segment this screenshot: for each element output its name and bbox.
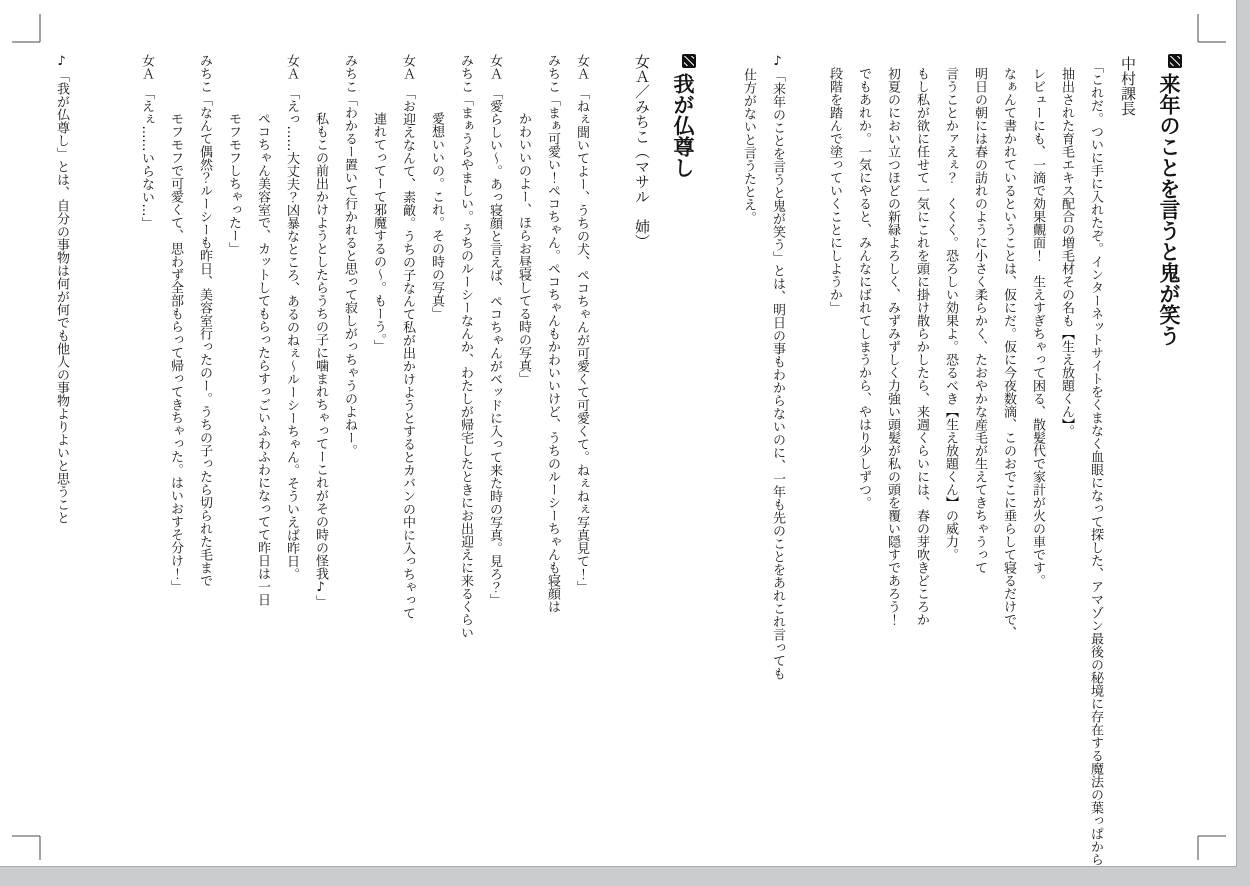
column-text: 段階を踏んで塗っていくことにしようか」 bbox=[827, 67, 842, 314]
blank-column bbox=[792, 52, 820, 854]
column-text: 明日の朝には春の訪れのように小さく柔らかく、たおやかな産毛が生えてきちゃうって bbox=[972, 67, 987, 574]
column-text: ♪「来年のことを言うと鬼が笑う」とは、明日の事もわからないのに、一年も先のことをあれこれ言っても bbox=[770, 54, 785, 680]
script-line bbox=[1081, 52, 1110, 866]
dialogue-line bbox=[393, 52, 422, 854]
blank-column bbox=[104, 52, 132, 854]
column-text: かわいいのよー、ほらお昼寝してる時の写真」 bbox=[516, 112, 531, 385]
blank-column bbox=[596, 52, 624, 854]
script-line bbox=[820, 52, 849, 854]
blank-column bbox=[706, 52, 734, 854]
dialogue-line bbox=[277, 52, 306, 854]
column-text: 仕方がないと言うたとえ。 bbox=[741, 68, 756, 224]
dialogue-line bbox=[335, 52, 364, 854]
section-ornament-icon bbox=[682, 54, 696, 68]
section-ornament-icon bbox=[1168, 54, 1182, 68]
column-text: みちこ「わかるー置いて行かれると思って寂しがっちゃうのよねー。 bbox=[342, 54, 357, 457]
column-text: みちこ「まぁ可愛い！ペコちゃん。ペコちゃんもかわいいけど、うちのルーシーちゃんも寝顔は bbox=[545, 54, 560, 613]
column-text: 女Ａ 「えぇ……いらない…」 bbox=[139, 54, 154, 230]
column-text: ペコちゃん美容室で、カットしてもらったらすっごいふわふわになってて昨日は一日 bbox=[255, 112, 270, 606]
dialogue-line bbox=[451, 52, 480, 854]
column-text: レビューにも、一滴で効果覿面！ 生えすぎちゃって困る、散髪代で家計が火の車です。 bbox=[1030, 67, 1045, 587]
dialogue-line bbox=[538, 52, 567, 854]
section-title bbox=[660, 52, 706, 854]
column-text: 女Ａ 「愛らしい～。あっ寝顔と言えば、ペコちゃんがベッドに入って来た時の写真。見ろ？」 bbox=[487, 54, 502, 607]
column-text: ♪「我が仏尊し」とは、自分の事物は何が何でも他人の事物よりよいと思うこと bbox=[54, 54, 69, 524]
column-text: モフモフしちゃったー」 bbox=[226, 112, 241, 255]
blank-column bbox=[76, 52, 104, 854]
script-line bbox=[878, 52, 907, 854]
cast-list bbox=[624, 52, 660, 854]
script-line bbox=[1023, 52, 1052, 854]
column-text: 私もこの前出かけようとしたらうちの子に噛まれちゃってーこれがその時の怪我♪」 bbox=[313, 112, 328, 608]
script-line bbox=[965, 52, 994, 854]
column-text: みちこ「なんて偶然？ルーシーも昨日、美容室行ったのー。うちの子ったら切られた毛まで bbox=[197, 54, 212, 587]
column-text: もし私が欲に任せて一気にこれを頭に掛け散らかしたら、来週くらいには、春の芽吹きどころか bbox=[914, 67, 929, 626]
column-text: 女Ａ 「えっ……大丈夫？凶暴なところ、あるのねぇ～ルーシーちゃん。そういえば昨日。 bbox=[284, 54, 299, 581]
dialogue-line bbox=[132, 52, 161, 854]
proverb-note-line bbox=[763, 52, 792, 854]
dialogue-line-continuation bbox=[161, 52, 190, 854]
column-text: 女Ａ 「お迎えなんて、素敵。うちの子なんて私が出かけようとするとカバンの中に入っちゃって bbox=[400, 54, 415, 620]
proverb-note-line bbox=[734, 52, 763, 854]
script-line bbox=[849, 52, 878, 854]
dialogue-line-continuation bbox=[306, 52, 335, 854]
dialogue-line bbox=[190, 52, 219, 854]
dialogue-line-continuation bbox=[509, 52, 538, 854]
dialogue-line-continuation bbox=[364, 52, 393, 854]
section-title bbox=[1146, 52, 1192, 854]
column-text: 初夏のにおい立つほどの新緑よろしく、みずみずしく力強い頭髪が私の頭を覆い隠すであろう！ bbox=[885, 67, 900, 626]
column-text: モフモフで可愛くて、思わず全部もらって帰ってきちゃった。はいおすそ分け！」 bbox=[168, 112, 183, 593]
dialogue-line bbox=[480, 52, 509, 854]
column-text: みちこ「まぁうらやましい。うちのルーシーなんか、わたしが帰宅したときにお出迎えに来るくらい bbox=[458, 54, 473, 639]
column-text: なぁんて書かれているということは、仮にだ。仮に今夜数滴、このおでこに垂らして寝るだけで、 bbox=[1001, 67, 1016, 639]
column-text: 女Ａ／みちこ（マサル 姉） bbox=[633, 54, 651, 249]
column-text: 「これだ。ついに手に入れたぞ。インターネットサイトをくまなく血眼になって探した、アマゾン最後の秘境に存在する魔法の葉っぱから bbox=[1088, 60, 1103, 866]
script-line bbox=[1052, 52, 1081, 854]
script-line bbox=[936, 52, 965, 854]
document-columns bbox=[47, 52, 1192, 866]
dialogue-line-continuation bbox=[219, 52, 248, 854]
column-text: 中村課長 bbox=[1119, 56, 1137, 116]
column-text: 言うことかァえぇ？ くくく。恐ろしい効果よ。恐るべき【生え放題くん】の威力。 bbox=[943, 67, 958, 561]
speaker-name bbox=[1110, 52, 1146, 854]
column-text: 愛想いいの。これ。その時の写真」 bbox=[429, 112, 444, 320]
proverb-note-line bbox=[47, 52, 76, 854]
dialogue-line bbox=[567, 52, 596, 854]
dialogue-line-continuation bbox=[422, 52, 451, 854]
column-text: でもあれか。一気にやると、みんなにばれてしまうから、やはり少しずつ。 bbox=[856, 67, 871, 509]
column-text: 来年のことを言うと鬼が笑う bbox=[1157, 73, 1181, 346]
column-text: 抽出された育毛エキス配合の増毛材その名も【生え放題くん】。 bbox=[1059, 67, 1074, 438]
column-text: 連れてってーて邪魔するの～。もーう。」 bbox=[371, 112, 386, 353]
column-text: 女Ａ 「ねぇ聞いてよー、うちの犬、ペコちゃんが可愛くて可愛くて。ねぇねぇ写真見て！」 bbox=[574, 54, 589, 594]
dialogue-line-continuation bbox=[248, 52, 277, 854]
script-line bbox=[994, 52, 1023, 854]
script-line bbox=[907, 52, 936, 854]
column-text: 我が仏尊し bbox=[671, 73, 695, 178]
